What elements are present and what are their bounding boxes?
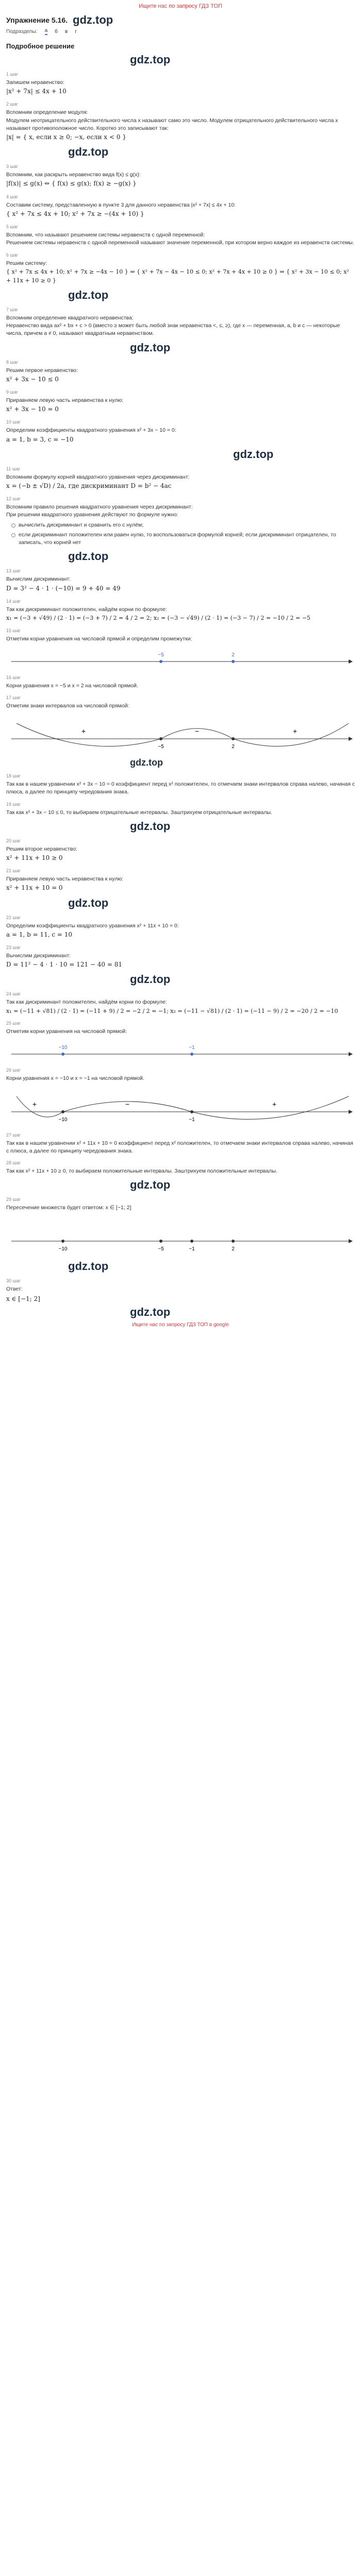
tick-label: −10 [58,1246,68,1252]
bullet-list [11,521,355,547]
footer-link[interactable]: Ищите нас по запросу ГДЗ ТОП в google [132,1321,229,1328]
step-text: Вычислим дискриминант: [6,576,71,583]
step-label: 20 шаг [6,838,21,843]
step-label: 22 шаг [6,914,21,920]
step-text: Так как дискриминант положителен, найдём корни по формуле: [6,999,167,1006]
step-math: x₁ = (−3 + √49) / (2 · 1) = (−3 + 7) / 2 = 4 / 2 = 2; x₂ = (−3 − √49) / (2 · 1) = (−3 − 7) / 2 = −10 / 2 = −5 [6,614,310,621]
number-line-svg [6,1086,355,1127]
step-14 [6,599,355,623]
number-line-1 [6,646,355,670]
top-banner [0,0,361,12]
step-5 [6,224,355,247]
step-text: Пересечение множеств будет ответом: x ∈ [−1; 2] [6,1205,132,1211]
step-text: Вспомним определение модуля: [6,109,88,116]
step-21 [6,868,355,893]
number-line-2 [6,713,355,754]
step-text: Вычислим дискриминант: [6,953,71,959]
step-label: 4 шаг [6,194,19,199]
step-17 [6,695,355,754]
step-text: Так как дискриминант положителен, найдём корни по формуле: [6,606,167,613]
step-13 [6,568,355,593]
step-12 [6,496,355,547]
bullet-item [11,531,355,547]
tick-label: 2 [232,652,235,658]
step-label: 5 шаг [6,224,19,230]
step-text: Определим коэффициенты квадратного уравнения x² + 11x + 10 = 0: [6,922,179,929]
interval-arc [17,723,161,747]
step-math: x² + 11x + 10 ≥ 0 [6,854,63,862]
step-4 [6,194,355,219]
step-text: Отметим корни уравнения на числовой прямой: [6,1028,127,1035]
subsection-tab-b[interactable]: б [55,28,58,35]
sign-label: − [125,1099,130,1108]
sign-label: − [194,727,200,736]
step-text: Определим коэффициенты квадратного уравнения x² + 3x − 10 = 0: [6,427,176,434]
bullet-icon [11,533,15,537]
step-label: 23 шаг [6,945,21,951]
step-label: 12 шаг [6,496,21,502]
watermark: gdz.top [130,819,171,833]
point-marker [232,660,235,663]
step-26 [6,1067,355,1127]
number-line-5 [6,1215,355,1257]
step-text: Отметим корни уравнения на числовой прямой и определим промежутки: [6,635,192,642]
interval-arc [17,1096,63,1117]
point-marker [159,737,162,740]
step-28 [6,1160,355,1175]
subsection-label: Подразделы: [6,28,38,35]
step-math: |x² + 7x| ≤ 4x + 10 [6,88,67,95]
step-extra: Решением системы неравенств с одной переменной называют значение переменной, при котором верно каждое из неравенств системы. [6,240,354,246]
step-8 [6,360,355,384]
tick-label: −1 [189,1246,195,1252]
step-label: 6 шаг [6,252,19,258]
step-10 [6,419,355,444]
step-27 [6,1132,355,1155]
step-label: 13 шаг [6,568,21,574]
step-math: x₁ = (−11 + √81) / (2 · 1) = (−11 + 9) / 2 = −2 / 2 = −1; x₂ = (−11 − √81) / (2 · 1) = (−11 − 9) / 2 = −20 / 2 = −10 [6,1007,338,1014]
watermark: gdz.top [68,145,109,159]
step-label: 7 шаг [6,307,19,312]
step-text: Решим второе неравенство: [6,845,77,852]
step-math: a = 1, b = 11, c = 10 [6,930,73,938]
watermark: gdz.top [68,896,109,909]
step-text: Решим первое неравенство: [6,367,78,374]
number-line-3 [6,1039,355,1062]
sign-label: + [292,727,298,736]
step-7 [6,307,355,338]
interval-arc [192,1096,349,1120]
step-text: Корни уравнения x = −5 и x = 2 на числовой прямой. [6,682,138,689]
axis-arrow [349,1052,353,1056]
step-6 [6,252,355,285]
step-label: 10 шаг [6,419,21,425]
step-text: Ответ: [6,1285,23,1292]
watermark: gdz.top [68,550,109,563]
step-math: D = 3² − 4 · 1 · (−10) = 9 + 40 = 49 [6,584,121,592]
step-15 [6,628,355,670]
step-label: 25 шаг [6,1021,21,1026]
step-label: 21 шаг [6,868,21,874]
step-9 [6,389,355,414]
exercise-title: Упражнение 5.16. [6,16,68,24]
point-marker [61,1240,64,1243]
step-text: Составим систему, представленную в пункте 3 для данного неравенства |x² + 7x| ≤ 4x + 10: [6,201,236,208]
step-19 [6,802,355,817]
tick-label: −1 [189,1116,195,1123]
tick-label: −5 [158,744,164,750]
step-text: Так как x² + 3x − 10 ≤ 0, то выбираем отрицательные интервалы. Заштрихуем отрицательные интервалы. [6,809,272,816]
sign-label: + [32,1099,37,1108]
step-3 [6,164,355,189]
step-text: Вспомним определение квадратного неравенства: [6,314,134,321]
step-text: Корни уравнения x = −10 и x = −1 на числовой прямой. [6,1075,144,1082]
tick-label: −5 [158,652,164,658]
bullet-item [11,521,355,529]
tick-label: −10 [58,1045,68,1051]
subsection-row [6,28,355,35]
step-extra: При решении квадратного уравнения действуют по формуле нужно: [6,512,178,518]
step-label: 30 шаг [6,1278,21,1283]
number-line-svg [6,646,355,670]
watermark: gdz.top [130,341,171,354]
step-math: { x² + 7x ≤ 4x + 10; x² + 7x ≥ −4x − 10 } ⇒ { x² + 7x − 4x − 10 ≤ 0; x² + 7x + 4x + 10 ≥ 0 } ⇒ { x² + 3x − 10 ≤ 0; x² + 11x + 10 ≥ 0 } [6,268,349,284]
tick-label: −5 [158,1246,164,1252]
step-math: |f(x)| ≤ g(x) ⇔ { f(x) ≤ g(x); f(x) ≥ −g(x) } [6,180,137,188]
step-22 [6,915,355,940]
bullet-text: вычислить дискриминант и сравнить его с нулём; [19,521,144,528]
point-marker [61,1110,64,1113]
step-label: 8 шаг [6,359,19,365]
step-math: x² + 3x − 10 ≤ 0 [6,375,59,383]
step-18 [6,773,355,796]
header [0,12,361,41]
point-marker [232,1240,235,1243]
step-text: Вспомним правило решения квадратного уравнения через дискриминант: [6,504,193,511]
tick-label: 2 [232,744,235,750]
watermark: gdz.top [68,1259,109,1273]
step-30 [6,1278,355,1302]
step-label: 24 шаг [6,991,21,997]
step-label: 15 шаг [6,628,21,633]
step-text: Так как x² + 11x + 10 ≥ 0, то выбираем положительные интервалы. Заштрихуем положительные интервалы. [6,1168,277,1175]
top-link[interactable]: Ищите нас по запросу ГДЗ ТОП [139,3,222,9]
step-extra: Модулем неотрицательного действительного числа x называют само это число. Модулем отрицательного действительного числа x называют противоположное число. Коротко это записывают так: [6,117,338,131]
answer-value: x ∈ [−1; 2] [6,1295,40,1302]
watermark: gdz.top [130,53,171,66]
step-text: Приравняем левую часть неравенства к нулю: [6,397,124,403]
number-line-4 [6,1086,355,1127]
sign-label: + [272,1099,277,1108]
subsection-tab-a[interactable]: а [45,28,48,35]
step-label: 16 шаг [6,674,21,680]
step-label: 1 шаг [6,72,19,77]
step-label: 2 шаг [6,101,19,107]
subsection-tab-v[interactable]: в [64,28,68,35]
step-math: x² + 3x − 10 = 0 [6,405,59,413]
step-text: Вспомним, что называют решением системы неравенств с одной переменной: [6,232,205,239]
step-text: Отметим знаки интервалов на числовой прямой: [6,702,129,709]
step-label: 19 шаг [6,801,21,807]
step-text: Вспомним формулу корней квадратного уравнения через дискриминант: [6,473,190,480]
step-label: 18 шаг [6,773,21,779]
step-math: x = (−b ± √D) / 2a, где дискриминант D = b² − 4ac [6,482,172,489]
section-title: Подробное решение [6,42,75,50]
steps [0,53,361,1328]
point-marker [190,1110,193,1113]
step-text: Так как в нашем уравнении x² + 3x − 10 = 0 коэффициент перед x² положителен, то отмечаем знаки интервалов справа налево, начиная с плюса, а далее по принципу чередования знака. [6,781,355,795]
step-text: Так как в нашем уравнении x² + 11x + 10 = 0 коэффициент перед x² положителен, то отмечаем знаки интервалов справа налево, начиная с плюса, а далее по принципу чередования знака. [6,1140,353,1154]
number-line-svg [6,713,355,754]
interval-arc [233,723,349,747]
point-marker [159,660,162,663]
step-label: 29 шаг [6,1197,21,1202]
axis-arrow [349,659,353,664]
step-1 [6,72,355,96]
step-25 [6,1021,355,1062]
bullet-text: если дискриминант положителен или равен нулю, то воспользоваться формулой корней; если дискриминант отрицателен, то записать, что корней нет [19,531,336,546]
point-marker [61,1053,64,1056]
step-text: Решим систему: [6,260,47,266]
step-16 [6,675,355,690]
step-label: 28 шаг [6,1160,21,1166]
step-text: Запишем неравенство: [6,79,64,86]
point-marker [190,1053,193,1056]
axis-arrow [349,737,353,741]
bullet-icon [11,523,15,528]
point-marker [232,737,235,740]
watermark: gdz.top [130,757,163,768]
number-line-svg [6,1039,355,1062]
number-line-svg [6,1215,355,1257]
step-math: D = 11² − 4 · 1 · 10 = 121 − 40 = 81 [6,961,122,969]
step-29 [6,1197,355,1256]
step-math: { x² + 7x ≤ 4x + 10; x² + 7x ≥ −(4x + 10) } [6,210,144,217]
step-24 [6,991,355,1015]
step-label: 3 шаг [6,164,19,170]
watermark: gdz.top [68,288,109,301]
axis-arrow [349,1110,353,1114]
step-label: 11 шаг [6,466,21,471]
step-text: Вспомним, как раскрыть неравенство вида f(x) ≤ g(x): [6,172,141,178]
step-label: 17 шаг [6,694,21,700]
step-2 [6,101,355,142]
step-11 [6,466,355,491]
tick-label: −1 [189,1045,195,1051]
point-marker [190,1240,193,1243]
subsection-tab-g[interactable]: г [75,28,77,35]
point-marker [159,1240,162,1243]
watermark: gdz.top [233,447,274,461]
step-20 [6,838,355,863]
watermark: gdz.top [130,1305,171,1318]
step-math: |x| = { x, если x ≥ 0; −x, если x < 0 } [6,133,126,141]
step-label: 9 шаг [6,389,19,395]
step-math: a = 1, b = 3, c = −10 [6,435,74,443]
tick-label: −10 [58,1116,68,1123]
axis-arrow [349,1239,353,1243]
step-extra: Неравенство вида ax² + bx + c > 0 (вместо ≥ может быть любой знак неравенства <, ≤, ≥), где x — переменная, a, b и c — некоторые числа, причем a ≠ 0, называют квадратным неравенством. [6,323,340,337]
watermark: gdz.top [130,973,171,986]
step-label: 14 шаг [6,598,21,604]
step-23 [6,945,355,970]
step-math: x² + 11x + 10 = 0 [6,884,63,892]
step-label: 26 шаг [6,1067,21,1073]
step-label: 27 шаг [6,1132,21,1138]
watermark-logo: gdz.top [73,13,113,26]
tick-label: 2 [232,1246,235,1252]
watermark: gdz.top [130,1178,171,1192]
step-text: Приравняем левую часть неравенства к нулю: [6,876,124,883]
sign-label: + [81,727,86,736]
